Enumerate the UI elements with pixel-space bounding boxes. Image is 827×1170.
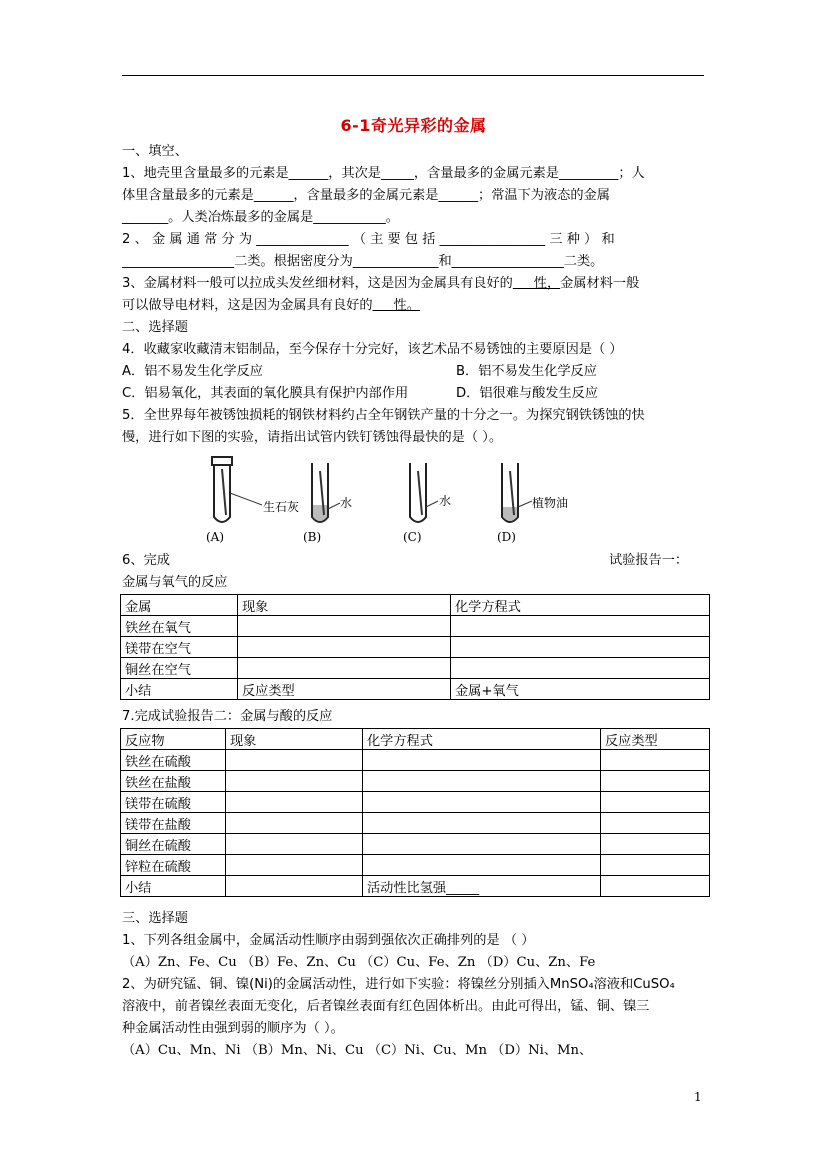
table-row (121, 637, 710, 658)
s2-line3: 种金属活动性由强到弱的顺序为（ ）。 (122, 1021, 344, 1036)
q2-line2: _________________二类。根据密度分为_____________和_________________二类。 (122, 254, 604, 269)
table-cell-blank[interactable] (226, 876, 363, 897)
q3-text-b: 金属材料一般 (560, 276, 640, 291)
s2-line1: 2、为研究锰、铜、镍(Ni)的金属活动性，进行如下实验：将镍丝分别插入MnSO₄溶液和CuSO₄ (122, 977, 675, 992)
table-cell: 铁丝在硫酸 (121, 750, 226, 771)
table-cell-blank[interactable] (226, 771, 363, 792)
s2-options: （A）Cu、Mn、Ni （B）Mn、Ni、Cu （C）Ni、Cu、Mn （D）Ni、Mn、 (122, 1043, 593, 1058)
report-table-acid (120, 728, 710, 897)
table-cell: 镁带在空气 (121, 637, 238, 658)
table-cell-blank[interactable] (226, 834, 363, 855)
label-vegetable-oil: 植物油 (532, 496, 569, 510)
tube-c (410, 463, 438, 522)
table-cell-blank[interactable] (226, 855, 363, 876)
q3-blank-1: 性， (512, 276, 561, 291)
table-cell: 铁丝在氧气 (121, 616, 238, 637)
table-row (121, 679, 710, 700)
s2-line2: 溶液中，前者镍丝表面无变化，后者镍丝表面有红色固体析出。由此可得出，锰、铜、镍三 (122, 999, 650, 1014)
table-cell-blank[interactable] (238, 637, 451, 658)
table-cell: 镁带在硫酸 (121, 792, 226, 813)
table-row (121, 876, 710, 897)
table-row (121, 813, 710, 834)
q1-line3: _______。人类冶炼最多的金属是___________。 (122, 210, 399, 225)
table-cell-blank[interactable] (451, 658, 710, 679)
table-cell: 铜丝在空气 (121, 658, 238, 679)
report-table-oxygen (120, 594, 710, 700)
page-title: 6-1奇光异彩的金属 (340, 116, 487, 135)
table-cell-blank[interactable] (226, 750, 363, 771)
tube-b (312, 463, 340, 522)
section-heading-choice: 二、选择题 (122, 320, 188, 335)
option-c-label: (C) (403, 530, 422, 544)
q4-option-b: B．铝不易发生化学反应 (456, 364, 597, 379)
table-row (121, 658, 710, 679)
header-rule (122, 75, 704, 76)
q2-line1: 2 、 金 属 通 常 分 为 ______________ （ 主 要 包 括 ________________ 三 种 ） 和 (122, 232, 615, 247)
option-a-label: (A) (206, 530, 225, 544)
q3-text-c: 可以做导电材料，这是因为金属具有良好的 (122, 298, 373, 313)
q6-report-label: 试验报告一： (609, 553, 689, 568)
table-header-cell: 现象 (238, 595, 451, 616)
label-water-b: 水 (340, 496, 353, 510)
table-cell-blank[interactable] (601, 834, 710, 855)
table-row (121, 616, 710, 637)
label-water-c: 水 (439, 494, 452, 508)
table-cell: 锌粒在硫酸 (121, 855, 226, 876)
q5-line1: 5．全世界每年被锈蚀损耗的钢铁材料约占全年钢铁产量的十分之一。为探究钢铁锈蚀的快 (122, 408, 645, 423)
table-row (121, 834, 710, 855)
table-row (121, 792, 710, 813)
q4-option-d: D．铝很难与酸发生反应 (456, 386, 599, 401)
q4-stem: 4．收藏家收藏清末铝制品，至今保存十分完好，该艺术品不易锈蚀的主要原因是（ ） (122, 342, 623, 357)
table-cell-blank[interactable] (601, 813, 710, 834)
tube-a (212, 457, 262, 522)
table-cell: 铁丝在盐酸 (121, 771, 226, 792)
option-b-label: (B) (303, 530, 322, 544)
table-header-cell: 反应物 (121, 729, 226, 750)
table-cell: 活动性比氢强_____ (363, 876, 601, 897)
q5-line2: 慢，进行如下图的实验，请指出试管内铁钉锈蚀得最快的是（ ）。 (122, 430, 503, 445)
table-cell-blank[interactable] (238, 616, 451, 637)
q1-line1: 1、地壳里含量最多的元素是______，其次是_____，含量最多的金属元素是_________；人 (122, 166, 645, 181)
q7-title: 7.完成试验报告二：金属与酸的反应 (122, 709, 333, 724)
q6-subtitle: 金属与氧气的反应 (122, 575, 228, 590)
table-cell-blank[interactable] (363, 792, 601, 813)
table-cell: 铜丝在硫酸 (121, 834, 226, 855)
q4-option-c: C．铝易氧化，其表面的氧化膜具有保护内部作用 (122, 386, 409, 401)
section-heading-choice-3: 三、选择题 (122, 911, 188, 926)
table-cell-blank[interactable] (363, 813, 601, 834)
q4-option-a: A．铝不易发生化学反应 (122, 364, 263, 379)
table-row (121, 855, 710, 876)
table-header-cell: 现象 (226, 729, 363, 750)
table-cell-blank[interactable] (601, 855, 710, 876)
q3-blank-2: 性。 (372, 298, 420, 313)
table-cell: 金属+氧气 (451, 679, 710, 700)
table-cell-blank[interactable] (601, 792, 710, 813)
table-cell-blank[interactable] (601, 876, 710, 897)
table-cell-blank[interactable] (226, 792, 363, 813)
table-cell-blank[interactable] (363, 855, 601, 876)
q3-line2 (122, 295, 420, 317)
table-cell-blank[interactable] (601, 771, 710, 792)
s1-stem: 1、下列各组金属中，金属活动性顺序由弱到强依次正确排列的是 （ ） (122, 933, 535, 948)
table-cell-blank[interactable] (363, 834, 601, 855)
table-cell: 反应类型 (238, 679, 451, 700)
table-header-cell: 化学方程式 (451, 595, 710, 616)
q3-text-a: 3、金属材料一般可以拉成头发丝细材料，这是因为金属具有良好的 (122, 276, 513, 291)
option-d-label: (D) (497, 530, 516, 544)
table-row (121, 771, 710, 792)
page-number: 1 (694, 1090, 702, 1104)
table-cell-blank[interactable] (226, 813, 363, 834)
table-cell: 小结 (121, 876, 226, 897)
test-tube-figure (200, 455, 569, 547)
q3-line1 (122, 273, 639, 295)
table-cell-blank[interactable] (451, 616, 710, 637)
table-cell: 小结 (121, 679, 238, 700)
q6-lead: 6、完成 (122, 553, 170, 568)
section-heading-fill: 一、填空、 (122, 144, 188, 159)
table-cell-blank[interactable] (451, 637, 710, 658)
table-header-cell: 金属 (121, 595, 238, 616)
table-cell: 镁带在盐酸 (121, 813, 226, 834)
table-cell-blank[interactable] (363, 771, 601, 792)
table-row (121, 595, 710, 616)
table-cell-blank[interactable] (601, 750, 710, 771)
s1-options: （A）Zn、Fe、Cu （B）Fe、Zn、Cu （C）Cu、Fe、Zn （D）Cu、Zn、Fe (122, 955, 596, 970)
q1-line2: 体里含量最多的元素是______，含量最多的金属元素是______；常温下为液态的金属 (122, 188, 610, 203)
table-header-cell: 化学方程式 (363, 729, 601, 750)
table-header-cell: 反应类型 (601, 729, 710, 750)
label-quicklime: 生石灰 (263, 500, 300, 514)
table-row (121, 750, 710, 771)
table-cell-blank[interactable] (238, 658, 451, 679)
table-row (121, 729, 710, 750)
tube-d (502, 463, 532, 522)
table-cell-blank[interactable] (363, 750, 601, 771)
